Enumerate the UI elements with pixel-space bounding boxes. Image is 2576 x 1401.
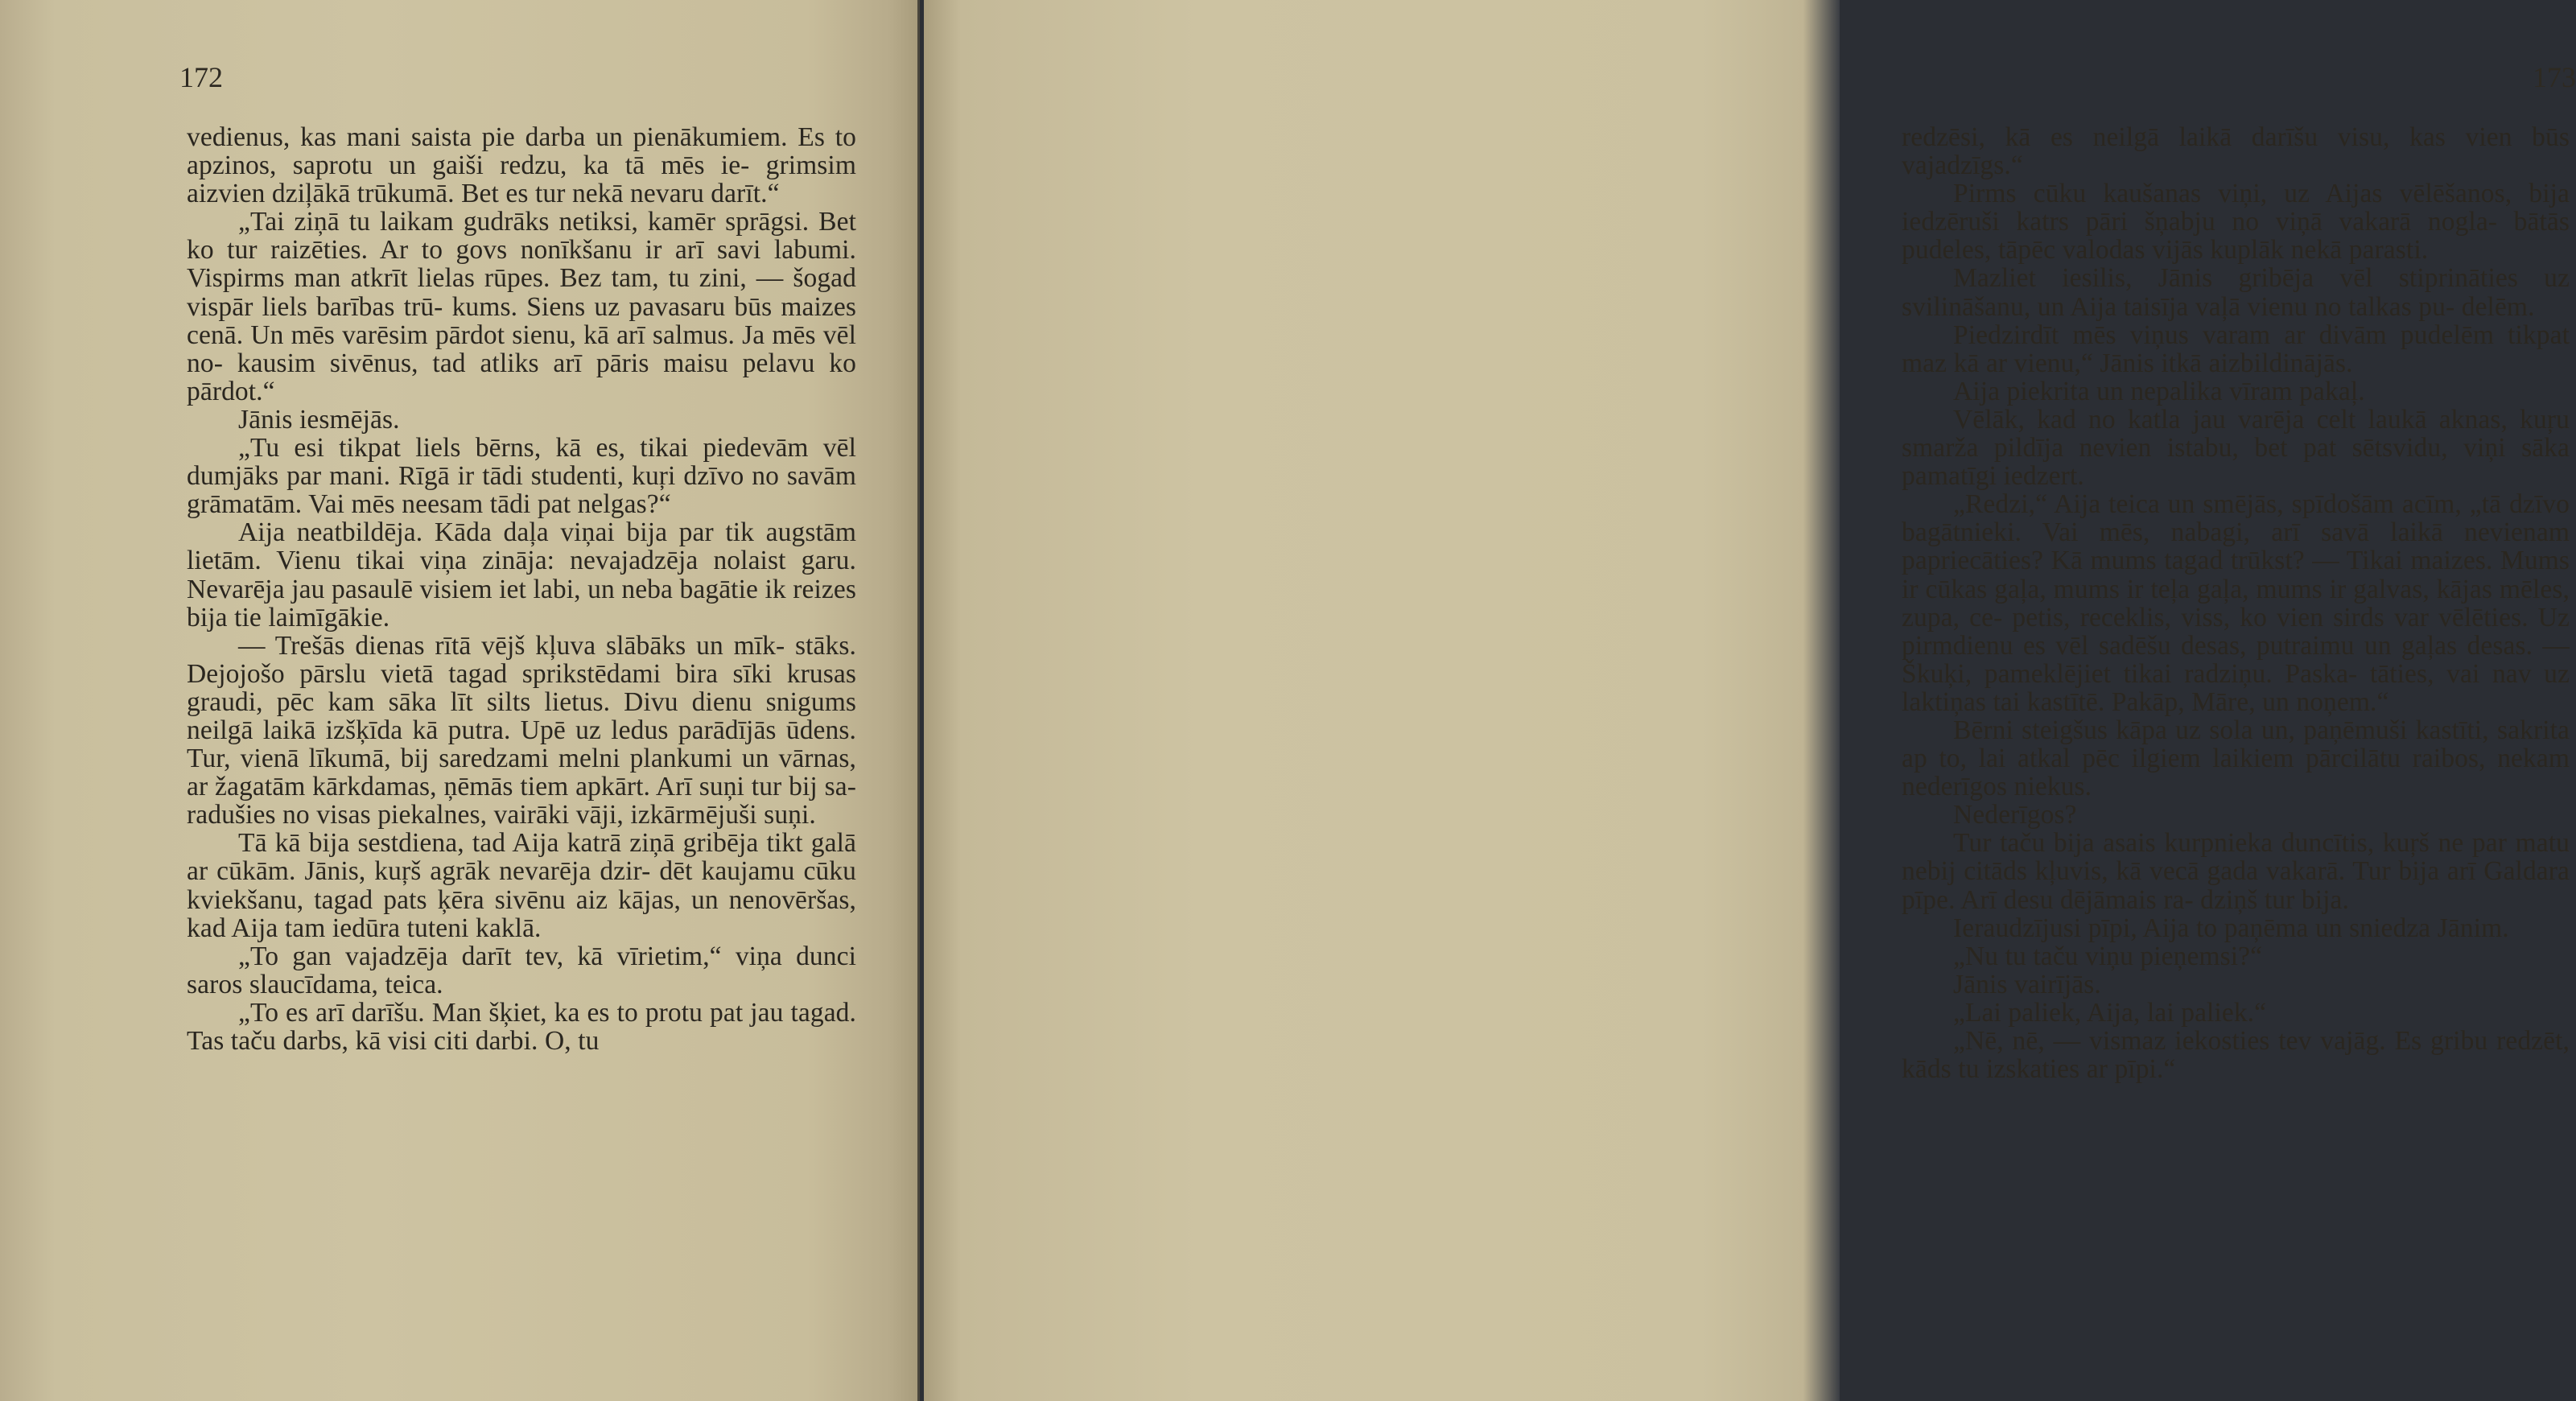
paragraph: Vēlāk, kad no katla jau varēja celt laukā aknas, kuŗu smarža pildīja nevien istabu, bet pat sētsvidu, viņi sāka pamatīgi iedzert. — [1902, 404, 2570, 492]
paragraph: „Redzi,“ Aija teica un smējās, spīdošām acīm, „tā dzīvo bagātnieki. Vai mēs, nabagi, arī savā laikā nevienam paprіecāties? Kā mums tagad trūkst? — Tikai maizes. Mums ir cūkas gaļa, mums ir teļa gaļa, mums ir galvas, kājas mēles, zupa, ce- petis, receklis, viss, ko vien sirds var vēlēties. Uz pirmdienu es vēl sadēšu desas, putraimu un gaļas desas. — Škuķi, pameklējiet tikai radziņu. Paska- tāties, vai nav uz laktiņas tai kastītē. Pakāp, Māre, un noņem.“ — [1902, 489, 2570, 717]
right-page — [924, 0, 2576, 1401]
paragraph: — Trešās dienas rītā vējš kļuva slābāks un mīk- stāks. Dejojošo pārslu vietā tagad sprikstēdami bira sīki krusas graudi, pēc kam sāka līt silts lietus. Divu dienu snigums neilgā laikā izšķīda kā putra. Upē uz ledus parādījās ūdens. Tur, vienā līkumā, bij saredzami melni plankumi un vārnas, ar žagatām kārkdamas, ņēmās tiem apkārt. Arī suņi tur bij sa- radušies no visas piekalnes, vairāki vāji, izkārmējuši suņi. — [187, 630, 856, 830]
paragraph: Ieraudzījusi pīpi, Aija to paņēma un sniedza Jānim. — [1953, 913, 2509, 943]
page-text — [1902, 123, 2570, 1083]
paragraph: „Tai ziņā tu laikam gudrāks netiksi, kamēr sprāgsi. Bet ko tur raizēties. Ar to govs nonīkšanu ir arī savi labumi. Vispirms man atkrīt lielas rūpes. Bez tam, tu zini, — šogad vispār liels barības trū- kums. Siens uz pavasaru būs maizes cenā. Un mēs varēsim pārdot sienu, kā arī salmus. Ja mēs vēl no- kausim sivēnus, tad atliks arī pāris maisu pelavu ko pārdot.“ — [187, 207, 856, 406]
paragraph: redzēsi, kā es neilgā laikā darīšu visu, kas vien būs vajadzīgs.“ — [1902, 122, 2570, 181]
paragraph: „Nu tu taču viņu pieņemsi?“ — [1953, 941, 2263, 971]
paragraph: Nederīgos? — [1953, 800, 2077, 830]
paragraph: Bērni steigšus kāpa uz sola un, paņēmuši kastīti, sakrita ap to, lai atkal pēc ilgiem laikiem pārcilātu raibos, nekam nederīgos niekus. — [1902, 715, 2570, 802]
paragraph: Piedzirdīt mēs viņus varam ar divām pudelēm tikpat maz kā ar vienu,“ Jānis itkā aizbildinājās. — [1902, 319, 2570, 378]
paragraph: Aija neatbildēja. Kāda daļa viņai bija par tik augstām lietām. Vienu tikai viņa zināja: nevajadzēja nolaist garu. Nevarēja jau pasaulē visiem iet labi, un neba bagātie ik reizes bija tie laimīgākie. — [187, 517, 856, 633]
page-number: 172 — [179, 61, 223, 93]
paragraph: „Nē, nē, — vismaz iekosties tev vajāg. Es gribu redzēt, kāds tu izskaties ar pīpi.“ — [1902, 1026, 2570, 1085]
paragraph: „Lai paliek, Aija, lai paliek.“ — [1953, 997, 2267, 1028]
paragraph: Pirms cūku kaušanas viņi, uz Aijas vēlēšanos, bija iedzēruši katrs pāri šņabju no viņā vakarā nogla- bātās pudeles, tāpēc valodas vijās kuplāk nekā parasti. — [1902, 179, 2570, 266]
paragraph: „To es arī darīšu. Man šķiet, ka es to protu pat jau tagad. Tas taču darbs, kā visi citi darbi. O, tu — [187, 997, 856, 1056]
page-number: 173 — [2533, 61, 2576, 93]
left-page — [0, 0, 920, 1401]
paragraph: Tā kā bija sestdiena, tad Aija katrā ziņā gribēja tikt galā ar cūkām. Jānis, kuŗš agrāk nevarēja dzir- dēt kaujamu cūku kviekšanu, tagad pats ķēra sivēnu aiz kājas, un nenovēršas, kad Aija tam iedūra tuteni kaklā. — [187, 828, 856, 943]
paragraph: vedienus, kas mani saista pie darba un pienākumiem. Es to apzinos, saprotu un gaiši redzu, ka tā mēs ie- grimsim aizvien dziļākā trūkumā. Bet es tur nekā nevaru darīt.“ — [187, 122, 856, 209]
paragraph: „To gan vajadzēja darīt tev, kā vīrietim,“ viņa dunci saros slaucīdama, teica. — [187, 941, 856, 999]
paragraph: Jānis vairījās. — [1953, 969, 2101, 999]
paragraph: Jānis iesmējās. — [238, 404, 400, 435]
paragraph: Mazliet iesilis, Jānis gribēja vēl stiprināties uz svilināšanu, un Aija taisīja vaļā vienu no talkas pu- delēm. — [1902, 263, 2570, 322]
paragraph: „Tu esi tikpat liels bērns, kā es, tikai piedevām vēl dumjāks par mani. Rīgā ir tādi studenti, kuŗi dzīvo no savām grāmatām. Vai mēs neesam tādi pat nelgas?“ — [187, 433, 856, 520]
paragraph: Tur taču bija asais kurpnieka duncītis, kuŗš ne par matu nebij citāds kļuvis, kā vecā gada vakarā. Tur bija arī Galdara pīpe. Arī desu dējāmais ra- dziņš tur bija. — [1902, 828, 2570, 915]
paragraph: Aija piekrita un nepalika vīram pakaļ. — [1953, 376, 2365, 406]
page-text — [187, 123, 856, 1055]
